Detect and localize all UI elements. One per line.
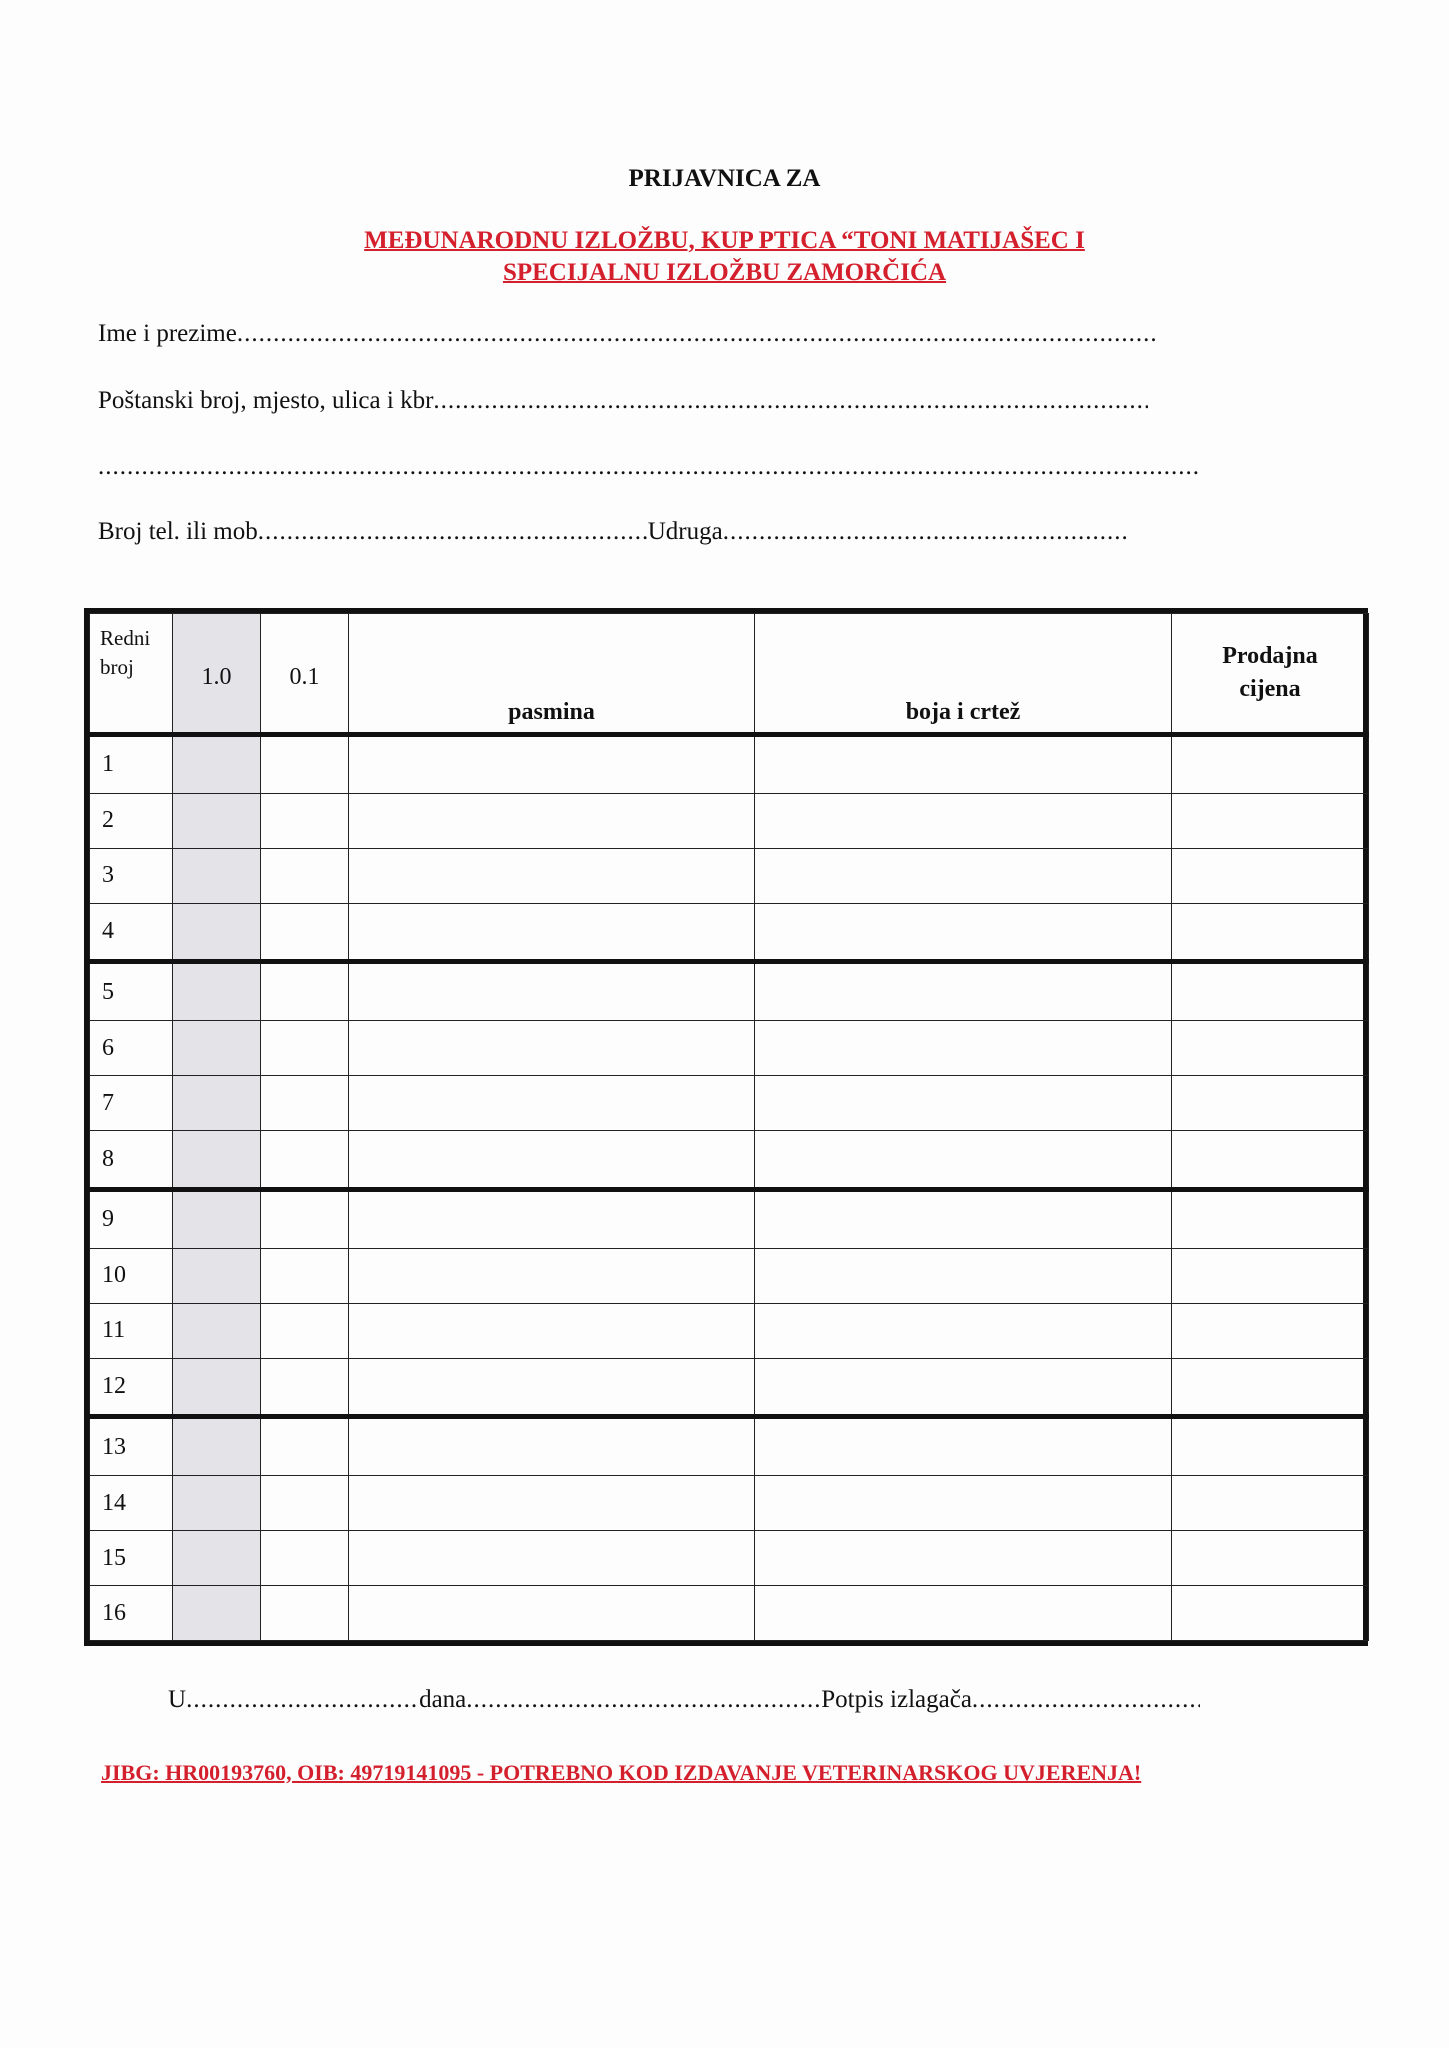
breed-cell[interactable] — [349, 1531, 755, 1586]
table-row — [90, 1248, 1369, 1303]
female-count-cell[interactable] — [261, 1189, 349, 1248]
color-pattern-cell[interactable] — [755, 962, 1172, 1021]
female-count-cell[interactable] — [261, 848, 349, 903]
breed-cell[interactable] — [349, 735, 755, 794]
table-row — [90, 793, 1369, 848]
male-count-cell[interactable] — [173, 1189, 261, 1248]
header-sale-price: Prodajna cijena — [1172, 614, 1369, 735]
veterinary-note: JIBG: HR00193760, OIB: 49719141095 - POTREBNO KOD IZDAVANJE VETERINARSKOG UVJERENJA! — [101, 1760, 1142, 1785]
breed-cell[interactable] — [349, 903, 755, 962]
male-count-cell[interactable] — [173, 1358, 261, 1417]
female-count-cell[interactable] — [261, 962, 349, 1021]
footer-signature-row — [168, 1686, 1200, 1714]
address-input-line[interactable] — [433, 387, 1148, 415]
color-pattern-cell[interactable] — [755, 1358, 1172, 1417]
male-count-cell[interactable] — [173, 1021, 261, 1076]
breed-cell[interactable] — [349, 1131, 755, 1190]
place-input-line[interactable] — [186, 1686, 419, 1714]
table-row — [90, 1131, 1369, 1190]
header-serial-number: Redni broj — [90, 614, 173, 735]
address-label: Poštanski broj, mjesto, ulica i kbr — [98, 387, 434, 414]
header-breed: pasmina — [349, 614, 755, 735]
color-pattern-cell[interactable] — [755, 1248, 1172, 1303]
male-count-cell[interactable] — [173, 903, 261, 962]
female-count-cell[interactable] — [261, 1131, 349, 1190]
male-count-cell[interactable] — [173, 793, 261, 848]
female-count-cell[interactable] — [261, 903, 349, 962]
breed-cell[interactable] — [349, 962, 755, 1021]
male-count-cell[interactable] — [173, 1586, 261, 1641]
female-count-cell[interactable] — [261, 735, 349, 794]
header-male: 1.0 — [173, 614, 261, 735]
sale-price-cell[interactable] — [1172, 1476, 1369, 1531]
row-number-cell: 4 — [90, 903, 173, 962]
form-title: PRIJAVNICA ZA — [628, 165, 821, 192]
name-label: Ime i prezime — [98, 320, 237, 347]
sale-price-cell[interactable] — [1172, 1248, 1369, 1303]
table-row — [90, 962, 1369, 1021]
male-count-cell[interactable] — [173, 735, 261, 794]
table-row — [90, 1358, 1369, 1417]
row-number-cell: 9 — [90, 1189, 173, 1248]
table-row — [90, 848, 1369, 903]
female-count-cell[interactable] — [261, 1021, 349, 1076]
table-row — [90, 1076, 1369, 1131]
entries-table — [89, 613, 1369, 1641]
breed-cell[interactable] — [349, 1248, 755, 1303]
male-count-cell[interactable] — [173, 1248, 261, 1303]
name-field-row — [98, 320, 1157, 348]
color-pattern-cell[interactable] — [755, 1417, 1172, 1476]
row-number-cell: 6 — [90, 1021, 173, 1076]
row-number-cell: 14 — [90, 1476, 173, 1531]
row-number-cell: 7 — [90, 1076, 173, 1131]
sale-price-cell[interactable] — [1172, 735, 1369, 794]
sale-price-cell[interactable] — [1172, 1586, 1369, 1641]
address-continuation-row — [98, 453, 1198, 481]
color-pattern-cell[interactable] — [755, 1076, 1172, 1131]
row-number-cell: 1 — [90, 735, 173, 794]
breed-cell[interactable] — [349, 1076, 755, 1131]
table-row — [90, 1531, 1369, 1586]
color-pattern-cell[interactable] — [755, 1476, 1172, 1531]
sale-price-cell[interactable] — [1172, 1189, 1369, 1248]
row-number-cell: 11 — [90, 1303, 173, 1358]
color-pattern-cell[interactable] — [755, 1586, 1172, 1641]
male-count-cell[interactable] — [173, 1476, 261, 1531]
sale-price-cell[interactable] — [1172, 1358, 1369, 1417]
color-pattern-cell[interactable] — [755, 1021, 1172, 1076]
date-input-line[interactable] — [466, 1686, 821, 1714]
breed-cell[interactable] — [349, 1358, 755, 1417]
color-pattern-cell[interactable] — [755, 903, 1172, 962]
male-count-cell[interactable] — [173, 1303, 261, 1358]
female-count-cell[interactable] — [261, 1076, 349, 1131]
header-female: 0.1 — [261, 614, 349, 735]
female-count-cell[interactable] — [261, 1531, 349, 1586]
table-row — [90, 1189, 1369, 1248]
row-number-cell: 13 — [90, 1417, 173, 1476]
sale-price-cell[interactable] — [1172, 1021, 1369, 1076]
breed-cell[interactable] — [349, 1586, 755, 1641]
row-number-cell: 15 — [90, 1531, 173, 1586]
row-number-cell: 3 — [90, 848, 173, 903]
sale-price-cell[interactable] — [1172, 1131, 1369, 1190]
breed-cell[interactable] — [349, 1476, 755, 1531]
row-number-cell: 8 — [90, 1131, 173, 1190]
sale-price-cell[interactable] — [1172, 1531, 1369, 1586]
phone-label: Broj tel. ili mob — [98, 518, 258, 545]
sale-price-cell[interactable] — [1172, 903, 1369, 962]
signature-input-line[interactable] — [972, 1686, 1200, 1714]
female-count-cell[interactable] — [261, 1303, 349, 1358]
address-field-row — [98, 387, 1148, 415]
place-label: U — [168, 1686, 187, 1713]
male-count-cell[interactable] — [173, 1076, 261, 1131]
male-count-cell[interactable] — [173, 1417, 261, 1476]
female-count-cell[interactable] — [261, 1358, 349, 1417]
female-count-cell[interactable] — [261, 1417, 349, 1476]
phone-input-line[interactable] — [258, 518, 648, 546]
header-color-pattern: boja i crtež — [755, 614, 1172, 735]
breed-cell[interactable] — [349, 1303, 755, 1358]
event-subtitle-line2: SPECIJALNU IZLOŽBU ZAMORČIĆA — [502, 259, 947, 286]
sale-price-cell[interactable] — [1172, 1076, 1369, 1131]
color-pattern-cell[interactable] — [755, 848, 1172, 903]
male-count-cell[interactable] — [173, 848, 261, 903]
sale-price-cell[interactable] — [1172, 1303, 1369, 1358]
female-count-cell[interactable] — [261, 1248, 349, 1303]
table-row — [90, 1303, 1369, 1358]
breed-cell[interactable] — [349, 1417, 755, 1476]
color-pattern-cell[interactable] — [755, 1189, 1172, 1248]
color-pattern-cell[interactable] — [755, 1131, 1172, 1190]
phone-association-row — [98, 518, 1128, 546]
male-count-cell[interactable] — [173, 1531, 261, 1586]
entries-table-frame — [84, 608, 1368, 1646]
male-count-cell[interactable] — [173, 1131, 261, 1190]
breed-cell[interactable] — [349, 848, 755, 903]
row-number-cell: 2 — [90, 793, 173, 848]
table-row — [90, 1417, 1369, 1476]
table-row — [90, 1021, 1369, 1076]
address-input-line-2[interactable] — [98, 453, 1198, 481]
sale-price-cell[interactable] — [1172, 848, 1369, 903]
female-count-cell[interactable] — [261, 1476, 349, 1531]
signature-label: Potpis izlagača — [821, 1686, 972, 1713]
association-input-line[interactable] — [723, 518, 1128, 546]
breed-cell[interactable] — [349, 793, 755, 848]
female-count-cell[interactable] — [261, 1586, 349, 1641]
sale-price-cell[interactable] — [1172, 962, 1369, 1021]
table-row — [90, 735, 1369, 794]
table-row — [90, 1476, 1369, 1531]
sale-price-cell[interactable] — [1172, 1417, 1369, 1476]
color-pattern-cell[interactable] — [755, 1531, 1172, 1586]
row-number-cell: 12 — [90, 1358, 173, 1417]
color-pattern-cell[interactable] — [755, 735, 1172, 794]
breed-cell[interactable] — [349, 1021, 755, 1076]
association-label: Udruga — [647, 518, 723, 545]
breed-cell[interactable] — [349, 1189, 755, 1248]
sale-price-cell[interactable] — [1172, 793, 1369, 848]
color-pattern-cell[interactable] — [755, 1303, 1172, 1358]
date-label: dana — [419, 1686, 467, 1713]
name-input-line[interactable] — [237, 320, 1157, 348]
table-row — [90, 903, 1369, 962]
color-pattern-cell[interactable] — [755, 793, 1172, 848]
table-row — [90, 1586, 1369, 1641]
male-count-cell[interactable] — [173, 962, 261, 1021]
row-number-cell: 5 — [90, 962, 173, 1021]
female-count-cell[interactable] — [261, 793, 349, 848]
event-subtitle-line1: MEĐUNARODNU IZLOŽBU, KUP PTICA “TONI MATIJAŠEC I — [364, 227, 1085, 254]
row-number-cell: 16 — [90, 1586, 173, 1641]
row-number-cell: 10 — [90, 1248, 173, 1303]
